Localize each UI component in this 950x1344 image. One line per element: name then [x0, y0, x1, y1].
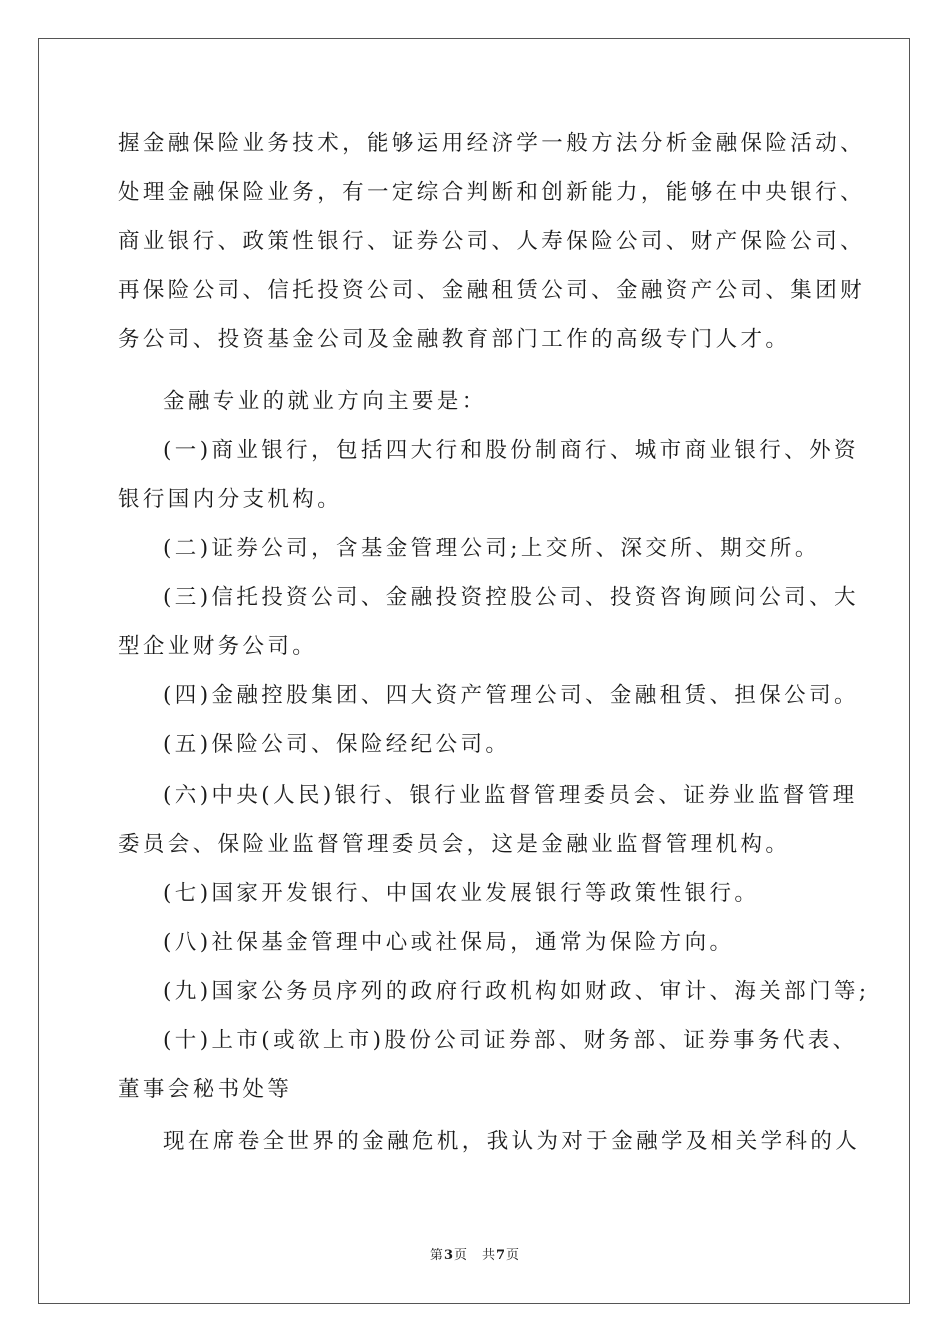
paragraph-first-line: (七)国家开发银行、中国农业发展银行等政策性银行。	[163, 881, 760, 906]
text-line: 商业银行、政策性银行、证券公司、人寿保险公司、财产保险公司、	[118, 229, 866, 254]
footer-middle: 页 共	[453, 1248, 496, 1263]
text-line: 再保险公司、信托投资公司、金融租赁公司、金融资产公司、集团财	[118, 278, 866, 303]
footer-suffix: 页	[506, 1248, 521, 1263]
text-line: 董事会秘书处等	[118, 1077, 293, 1102]
total-pages-number: 7	[496, 1248, 507, 1263]
paragraph-first-line: (十)上市(或欲上市)股份公司证券部、财务部、证券事务代表、	[163, 1028, 858, 1053]
text-line: 处理金融保险业务，有一定综合判断和创新能力，能够在中央银行、	[118, 180, 866, 205]
paragraph-first-line: (四)金融控股集团、四大资产管理公司、金融租赁、担保公司。	[163, 683, 859, 708]
paragraph-first-line: (九)国家公务员序列的政府行政机构如财政、审计、海关部门等;	[163, 979, 870, 1004]
paragraph-first-line: (五)保险公司、保险经纪公司。	[163, 732, 511, 757]
paragraph-first-line: (二)证券公司，含基金管理公司;上交所、深交所、期交所。	[163, 536, 820, 561]
paragraph-first-line: (一)商业银行，包括四大行和股份制商行、城市商业银行、外资	[163, 438, 859, 463]
paragraph-first-line: 金融专业的就业方向主要是：	[163, 389, 487, 414]
page-footer	[0, 1247, 950, 1265]
footer-prefix: 第	[429, 1248, 444, 1263]
text-line: 握金融保险业务技术，能够运用经济学一般方法分析金融保险活动、	[118, 131, 866, 156]
paragraph-first-line: 现在席卷全世界的金融危机，我认为对于金融学及相关学科的人	[163, 1129, 861, 1154]
text-line: 银行国内分支机构。	[118, 487, 343, 512]
text-line: 务公司、投资基金公司及金融教育部门工作的高级专门人才。	[118, 327, 791, 352]
text-line: 型企业财务公司。	[118, 634, 318, 659]
text-line: 委员会、保险业监督管理委员会，这是金融业监督管理机构。	[118, 832, 791, 857]
current-page-number: 3	[443, 1248, 454, 1263]
paragraph-first-line: (三)信托投资公司、金融投资控股公司、投资咨询顾问公司、大	[163, 585, 859, 610]
paragraph-first-line: (六)中央(人民)银行、银行业监督管理委员会、证券业监督管理	[163, 783, 858, 808]
paragraph-first-line: (八)社保基金管理中心或社保局，通常为保险方向。	[163, 930, 735, 955]
